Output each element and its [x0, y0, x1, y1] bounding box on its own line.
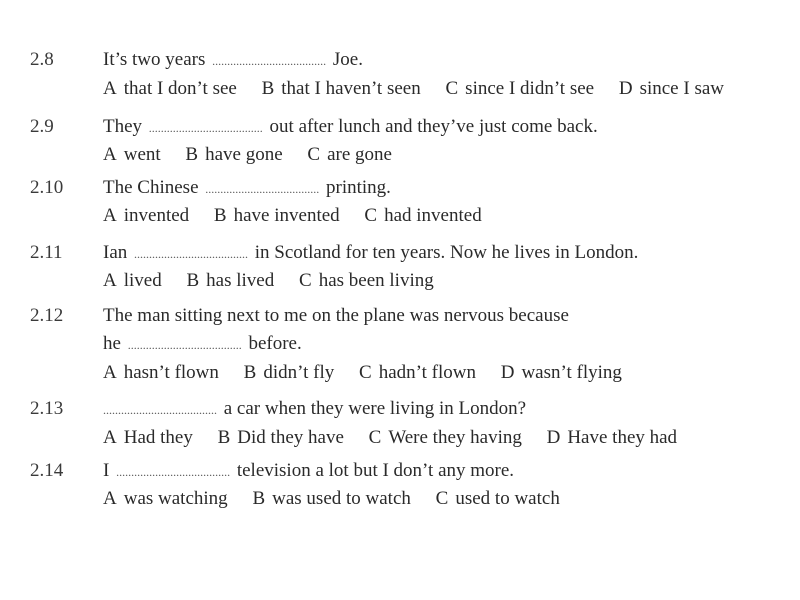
stem-text-after: printing.	[326, 177, 391, 198]
option-b: B Did they have	[217, 427, 344, 448]
option-a: A hasn’t flown	[103, 362, 219, 383]
question-stem	[103, 240, 638, 267]
question-stem	[103, 47, 363, 74]
option-a: A invented	[103, 205, 190, 226]
option-c: C are gone	[307, 144, 392, 165]
option-b: B was used to watch	[252, 488, 411, 509]
answer-options	[103, 142, 392, 168]
stem-text-before: They	[103, 116, 143, 137]
question-number: 2.14	[30, 460, 64, 481]
stem-text-before: I	[103, 460, 110, 481]
option-a: A lived	[103, 270, 162, 291]
answer-options	[103, 268, 434, 294]
answer-blank: ......................................	[127, 338, 242, 352]
answer-blank: ......................................	[205, 182, 320, 196]
question-number: 2.8	[30, 49, 54, 70]
question-stem	[103, 114, 598, 141]
stem-text-after: in Scotland for ten years. Now he lives in London.	[254, 242, 639, 263]
answer-blank: ......................................	[103, 403, 217, 417]
question-stem	[103, 458, 514, 485]
question-stem-first-line: The man sitting next to me on the plane was nervous because	[103, 305, 569, 326]
stem-text-before: It’s two years	[103, 49, 206, 70]
question-number: 2.12	[30, 305, 64, 326]
answer-options	[103, 203, 482, 229]
answer-blank: ......................................	[148, 121, 263, 135]
option-c: C had invented	[364, 205, 482, 226]
stem-text-before: he	[103, 333, 121, 354]
question-stem	[103, 396, 526, 423]
option-d: D Have they had	[546, 427, 678, 448]
question-stem	[103, 175, 391, 202]
option-b: B have invented	[213, 205, 340, 226]
answer-options	[103, 360, 622, 386]
question-number: 2.10	[30, 177, 64, 198]
question-stem	[103, 331, 302, 358]
answer-options	[103, 425, 677, 451]
option-b: B that I haven’t seen	[261, 78, 421, 99]
question-number: 2.13	[30, 398, 64, 419]
stem-text-before: The Chinese	[103, 177, 199, 198]
option-a: A went	[103, 144, 161, 165]
answer-blank: ......................................	[116, 465, 231, 479]
option-c: C hadn’t flown	[359, 362, 476, 383]
answer-options	[103, 76, 724, 102]
option-d: D since I saw	[618, 78, 724, 99]
stem-text-after: before.	[248, 333, 302, 354]
stem-text-before: Ian	[103, 242, 128, 263]
option-a: A Had they	[103, 427, 193, 448]
option-b: B didn’t fly	[243, 362, 335, 383]
answer-blank: ......................................	[134, 247, 249, 261]
stem-text-after: Joe.	[332, 49, 363, 70]
option-d: D wasn’t flying	[500, 362, 622, 383]
option-a: A that I don’t see	[103, 78, 237, 99]
stem-text-after: a car when they were living in London?	[223, 398, 527, 419]
option-b: B has lived	[186, 270, 275, 291]
question-number: 2.9	[30, 116, 54, 137]
option-c: C since I didn’t see	[445, 78, 595, 99]
stem-text-after: out after lunch and they’ve just come back.	[269, 116, 598, 137]
question-number: 2.11	[30, 242, 63, 263]
option-c: C Were they having	[368, 427, 522, 448]
option-b: B have gone	[185, 144, 283, 165]
stem-text-after: television a lot but I don’t any more.	[236, 460, 515, 481]
option-a: A was watching	[103, 488, 228, 509]
option-c: C has been living	[299, 270, 434, 291]
answer-blank: ......................................	[212, 54, 327, 68]
answer-options	[103, 486, 560, 512]
option-c: C used to watch	[435, 488, 560, 509]
